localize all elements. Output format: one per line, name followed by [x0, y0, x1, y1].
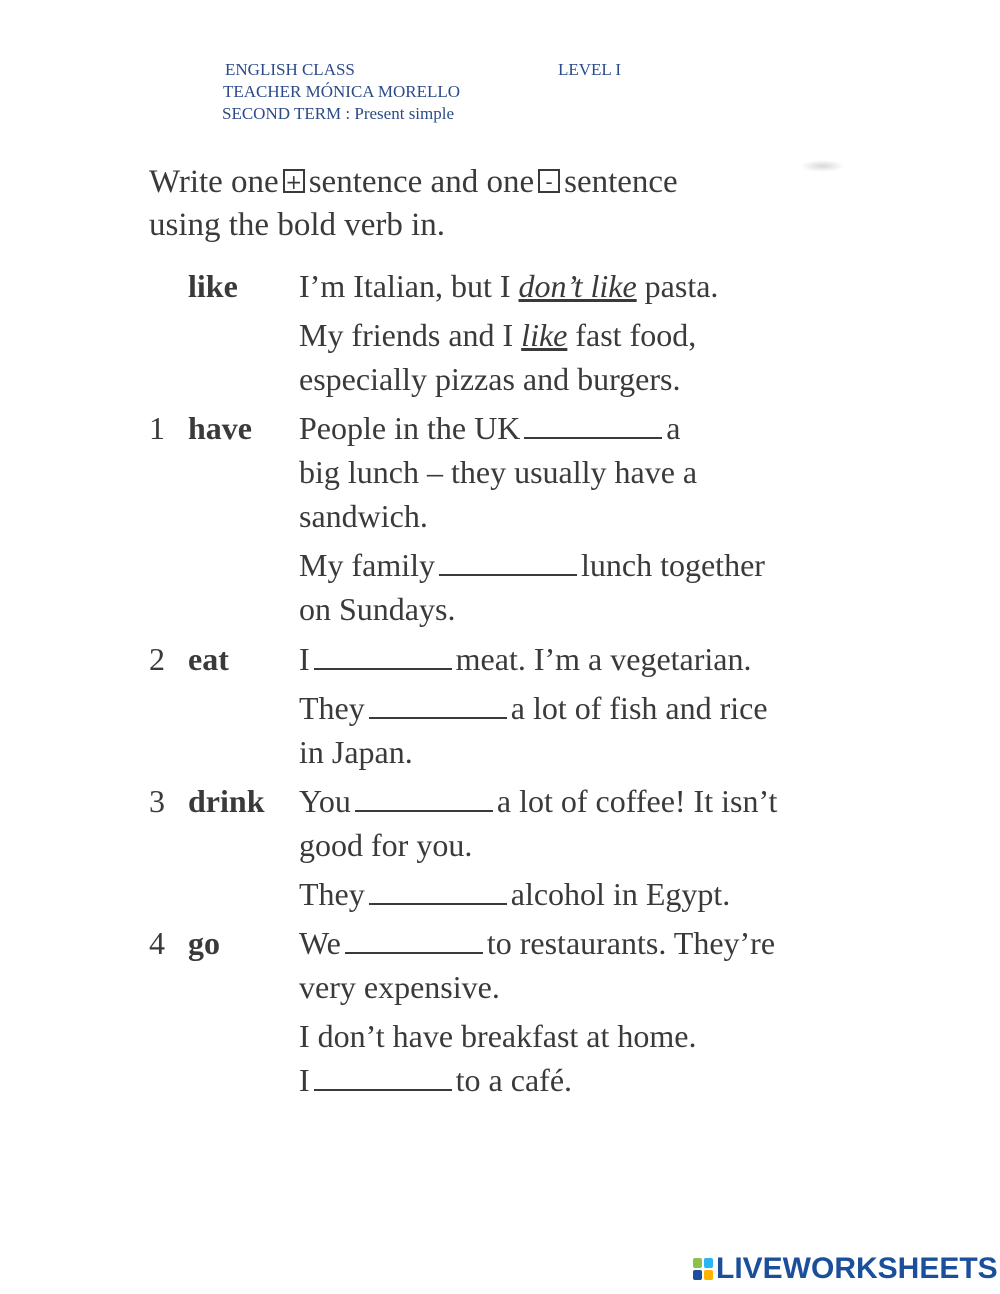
- logo-square-1: [693, 1258, 702, 1268]
- item-2-sentence-a: [299, 641, 752, 678]
- instruction-line-1: [149, 164, 678, 201]
- item-2-b-line-2: in Japan.: [299, 734, 413, 770]
- example-s2-after: fast food,: [575, 317, 697, 353]
- item-3-b-before: They: [299, 876, 365, 912]
- item-4-number: 4: [149, 925, 165, 961]
- example-sentence-2-line-2: especially pizzas and burgers.: [299, 361, 681, 397]
- example-sentence-2: [299, 317, 696, 354]
- item-2-b-after: a lot of fish and rice: [510, 690, 768, 726]
- item-2-a-after: meat. I’m a vegetarian.: [455, 641, 752, 677]
- item-2-a-before: I: [299, 641, 310, 677]
- item-3-a-line-2: good for you.: [299, 827, 473, 863]
- item-3-a-after: a lot of coffee! It isn’t: [496, 783, 778, 819]
- header-level: LEVEL I: [558, 60, 622, 79]
- example-sentence-1: [299, 268, 718, 305]
- item-4-b-blank[interactable]: [314, 1069, 452, 1091]
- item-1-sentence-b: [299, 547, 765, 584]
- item-3-a-blank[interactable]: [355, 790, 493, 812]
- item-2-a-blank[interactable]: [314, 648, 452, 670]
- logo-square-2: [704, 1258, 713, 1268]
- item-4-verb: go: [188, 925, 220, 961]
- item-4-a-before: We: [299, 925, 341, 961]
- item-4-a-blank[interactable]: [345, 932, 483, 954]
- item-1-b-line-2: on Sundays.: [299, 591, 456, 627]
- item-1-b-blank[interactable]: [439, 554, 577, 576]
- item-1-verb: have: [188, 410, 252, 446]
- example-s1-answer: don’t like: [518, 268, 637, 304]
- header-teacher: TEACHER MÓNICA MORELLO: [223, 82, 461, 101]
- minus-box-icon: -: [538, 169, 560, 193]
- scan-mark: [800, 160, 845, 172]
- instruction-text-2: sentence and one: [308, 164, 535, 200]
- item-4-sentence-b: [299, 1062, 572, 1099]
- plus-box-icon: +: [283, 169, 305, 193]
- instruction-text-1: Write one: [149, 164, 279, 200]
- item-1-a-line-3: sandwich.: [299, 498, 428, 534]
- instruction-line-2: using the bold verb in.: [149, 207, 446, 243]
- item-1-number: 1: [149, 410, 165, 446]
- liveworksheets-logo[interactable]: [693, 1252, 998, 1286]
- item-1-a-before: People in the UK: [299, 410, 521, 446]
- item-3-b-after: alcohol in Egypt.: [510, 876, 731, 912]
- example-s2-answer: like: [521, 317, 568, 353]
- item-1-b-after: lunch together: [580, 547, 765, 583]
- item-3-sentence-b: [299, 876, 730, 913]
- example-verb: like: [188, 268, 238, 304]
- logo-square-4: [704, 1270, 713, 1280]
- item-3-verb: drink: [188, 783, 265, 819]
- item-4-sentence-a: [299, 925, 775, 962]
- item-3-a-before: You: [299, 783, 351, 819]
- logo-grid-icon: [693, 1258, 713, 1280]
- item-3-b-blank[interactable]: [369, 883, 507, 905]
- item-2-number: 2: [149, 641, 165, 677]
- logo-square-3: [693, 1270, 702, 1280]
- item-1-a-blank[interactable]: [524, 417, 662, 439]
- item-2-b-before: They: [299, 690, 365, 726]
- header-class: ENGLISH CLASS: [225, 60, 355, 79]
- item-3-number: 3: [149, 783, 165, 819]
- item-2-verb: eat: [188, 641, 229, 677]
- example-s1-after: pasta.: [644, 268, 719, 304]
- item-1-sentence-a: [299, 410, 681, 447]
- item-1-a-after: a: [666, 410, 681, 446]
- instruction-text-3: sentence: [564, 164, 678, 200]
- item-1-b-before: My family: [299, 547, 435, 583]
- item-4-a-line-2: very expensive.: [299, 969, 500, 1005]
- example-s1-before: I’m Italian, but I: [299, 268, 511, 304]
- item-4-a-after: to restaurants. They’re: [486, 925, 776, 961]
- item-1-a-line-2: big lunch – they usually have a: [299, 454, 698, 490]
- logo-text: LIVEWORKSHEETS: [716, 1252, 998, 1285]
- item-2-b-blank[interactable]: [369, 697, 507, 719]
- example-s2-before: My friends and I: [299, 317, 514, 353]
- header-term: SECOND TERM : Present simple: [222, 104, 455, 123]
- item-4-b-before: I: [299, 1062, 310, 1098]
- item-2-sentence-b: [299, 690, 768, 727]
- item-3-sentence-a: [299, 783, 777, 820]
- item-4-b-line-1: I don’t have breakfast at home.: [299, 1018, 697, 1054]
- item-4-b-after: to a café.: [455, 1062, 573, 1098]
